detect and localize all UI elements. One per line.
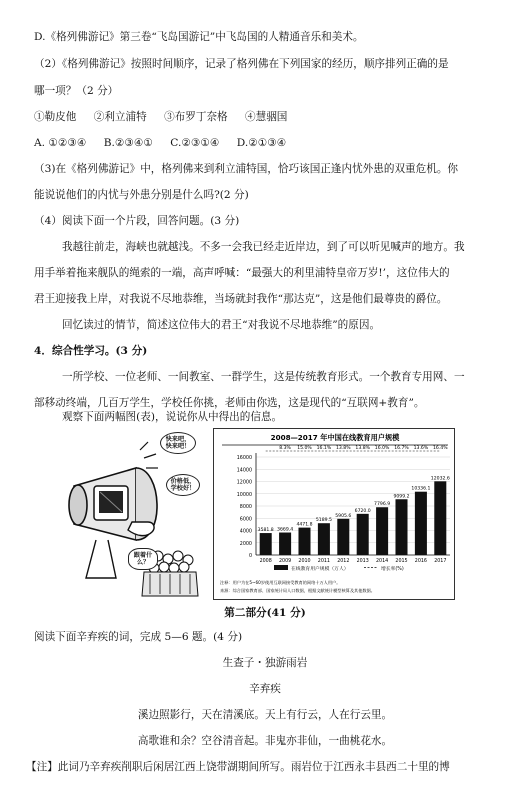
bar	[318, 523, 330, 555]
growth-rate-label: 16.1%	[316, 446, 332, 451]
question-4-text: （4）阅读下面一个片段，回答问题。(3 分)	[34, 215, 240, 227]
option-c: C.②③①④	[170, 137, 220, 149]
legend-bar-swatch	[274, 565, 288, 570]
y-tick-label: 0	[248, 554, 252, 559]
cartoon-illustration	[66, 428, 206, 598]
option-b: B.②③④①	[103, 137, 153, 149]
bar-value-label: 3581.8	[257, 528, 274, 534]
country-1: ①勒皮他	[34, 111, 77, 123]
y-tick-label: 6000	[239, 517, 252, 523]
legend-bar-label: 在线教育用户规模（万人）	[291, 567, 349, 572]
bar	[376, 507, 388, 555]
part-2-heading: 第二部分(41 分)	[224, 607, 306, 619]
growth-rate-label: 13.8%	[336, 446, 351, 451]
bar-value-label: 10336.1	[411, 486, 431, 492]
online-education-chart	[213, 428, 455, 600]
x-tick-label: 2015	[395, 559, 408, 564]
option-a: A. ①②③④	[34, 137, 87, 149]
option-d-text: D.《格列佛游记》第三卷“飞岛国游记”中飞岛国的人精通音乐和美术。	[34, 31, 364, 43]
bar	[298, 528, 310, 555]
x-tick-label: 2008	[259, 559, 272, 564]
legend-line-label: 增长率(%)	[381, 567, 404, 572]
bar-value-label: 4471.8	[296, 522, 313, 528]
y-tick-label: 2000	[239, 541, 252, 547]
x-tick-label: 2016	[414, 559, 428, 564]
bar	[395, 499, 407, 555]
speech-bubble-3: 跟着什么？	[128, 548, 158, 570]
x-tick-label: 2013	[356, 559, 369, 564]
bar-value-label: 3669.4	[277, 527, 294, 533]
option-d: D.②①③④	[236, 137, 287, 149]
bar	[260, 533, 272, 555]
bar-value-label: 5189.5	[315, 518, 332, 524]
poem-instruction: 阅读下面辛弃疾的词，完成 5—6 题。(4 分)	[34, 631, 243, 643]
bar	[337, 519, 349, 555]
growth-rate-label: 13.6%	[413, 446, 429, 451]
question-2-text: （2）《格列佛游记》按照时间顺序，记录了格列佛在下列国家的经历，顺序排列正确的是	[34, 58, 449, 70]
chart-note-2: 来源：综合国家教育部、国家统计局人口数据，根据文献统计模型核算及其他数据。	[220, 588, 375, 593]
country-list	[34, 110, 496, 124]
cartoon-drawing	[66, 428, 206, 598]
poem-note: 【注】此词乃辛弃疾削职后闲居江西上饶带湖期间所写。雨岩位于江西永丰县西二十里的博	[26, 761, 450, 773]
question-3-text: （3)在《格列佛游记》中，格列佛来到利立浦特国，恰巧该国正逢内忧外患的双重危机。你	[34, 163, 459, 175]
x-tick-label: 2014	[375, 559, 389, 564]
growth-rate-label: 8.3%	[279, 446, 291, 451]
section-4-para-2: 部移动终端，几百万学生，学校任你挑，老师由你选，这是现代的“互联网+教育”。	[34, 397, 425, 409]
passage-line-1: 我越往前走，海峡也就越浅。不多一会我已经走近岸边，到了可以听见喊声的地方。我	[62, 241, 465, 253]
chart-note-1: 注释：用户为在5~60岁使用互联网接受教育的网络十万人用户。	[220, 580, 341, 585]
section-4-para-1: 一所学校、一位老师、一间教室、一群学生，这是传统教育形式。一个教育专用网、一	[62, 371, 465, 383]
poem-line-1: 溪边照影行，天在清溪底。天上有行云，人在行云里。	[137, 709, 393, 721]
passage-line-2: 用手举着拖来舰队的绳索的一端，高声呼喊：“最强大的利里浦特皇帝万岁!’，这位伟大的	[34, 267, 450, 279]
x-tick-label: 2009	[278, 559, 292, 564]
bar-value-label: 12032.6	[430, 476, 450, 482]
passage-line-3: 君王迎接我上岸，对我说不尽地恭维，当场就封我作“那达克”，这是他们最尊贵的爵位。	[34, 293, 448, 305]
growth-rate-label: 15.0%	[297, 446, 312, 451]
country-4: ④慧骃国	[245, 111, 288, 123]
x-tick-label: 2010	[298, 559, 311, 564]
question-3-text-cont: 能说说他们的内忧与外患分别是什么吗?(2 分)	[34, 189, 249, 201]
y-tick-label: 12000	[236, 480, 252, 486]
growth-rate-label: 16.0%	[374, 446, 390, 451]
x-tick-label: 2017	[434, 559, 447, 564]
bar-value-label: 7796.9	[374, 502, 391, 508]
bar-value-label: 5905.6	[335, 513, 352, 519]
x-tick-label: 2011	[317, 559, 331, 564]
y-tick-label: 8000	[239, 505, 252, 510]
passage-question: 回忆读过的情节，简述这位伟大的君王“对我说不尽地恭维”的原因。	[62, 319, 381, 331]
chart-svg	[214, 429, 456, 601]
y-tick-label: 4000	[239, 529, 252, 535]
bar-value-label: 6720.0	[354, 508, 371, 514]
speech-bubble-2: 价格低，学校好！	[166, 474, 200, 496]
y-tick-label: 14000	[236, 468, 252, 474]
poem-title: 生查子・独游雨岩	[222, 657, 308, 669]
country-2: ②利立浦特	[93, 111, 147, 123]
bar	[357, 514, 369, 555]
growth-rate-label: 16.4%	[433, 446, 448, 451]
y-tick-label: 16000	[236, 456, 252, 461]
x-tick-label: 2012	[337, 559, 350, 564]
section-4-heading: 4．综合性学习。(3 分)	[34, 345, 148, 357]
poem-line-2: 高歌谁和余？空谷清音起。非鬼亦非仙，一曲桃花水。	[137, 735, 393, 747]
chart-title: 2008—2017 年中国在线教育用户规模	[270, 433, 400, 442]
y-tick-label: 10000	[236, 492, 252, 498]
bar	[279, 533, 291, 555]
bar	[434, 481, 446, 555]
growth-rate-label: 16.7%	[394, 446, 409, 451]
poem-author: 辛弃疾	[249, 683, 281, 695]
section-4-instruction: 观察下面两幅图(表)，说说你从中得出的信息。	[62, 411, 283, 423]
country-3: ③布罗丁奈格	[164, 111, 228, 123]
answer-options	[34, 136, 496, 150]
bar	[415, 492, 427, 555]
growth-rate-label: 13.8%	[355, 446, 370, 451]
question-2-points: 哪一项？（2 分）	[34, 85, 119, 97]
speech-bubble-1: 快来吧，快来吧！	[160, 432, 196, 454]
bar-value-label: 9099.2	[393, 494, 410, 500]
